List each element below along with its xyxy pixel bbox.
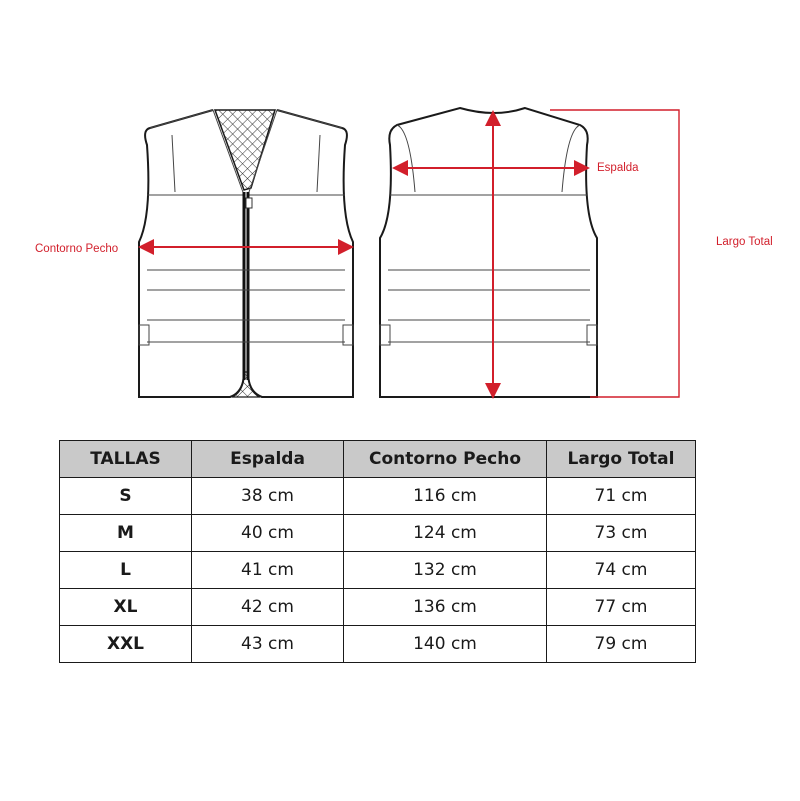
pecho-cell: 136 cm (344, 589, 547, 626)
table-row (60, 552, 696, 589)
table-row (60, 626, 696, 663)
size-cell: S (60, 478, 192, 515)
espalda-cell: 38 cm (192, 478, 344, 515)
espalda-cell: 42 cm (192, 589, 344, 626)
length-label: Largo Total (716, 236, 773, 248)
espalda-cell: 41 cm (192, 552, 344, 589)
vest-front (139, 110, 353, 397)
largo-cell: 77 cm (547, 589, 696, 626)
table-row (60, 515, 696, 552)
pecho-cell: 124 cm (344, 515, 547, 552)
size-table (59, 440, 696, 663)
espalda-cell: 43 cm (192, 626, 344, 663)
header-tallas: TALLAS (60, 441, 192, 478)
size-cell: XXL (60, 626, 192, 663)
largo-cell: 73 cm (547, 515, 696, 552)
length-bracket (550, 110, 679, 397)
header-espalda: Espalda (192, 441, 344, 478)
chest-label: Contorno Pecho (35, 243, 119, 255)
back-label: Espalda (597, 162, 639, 174)
vest-back (380, 108, 597, 397)
table-header-row (60, 441, 696, 478)
largo-cell: 74 cm (547, 552, 696, 589)
size-cell: L (60, 552, 192, 589)
table-row (60, 589, 696, 626)
largo-cell: 71 cm (547, 478, 696, 515)
header-contorno-pecho: Contorno Pecho (344, 441, 547, 478)
pecho-cell: 140 cm (344, 626, 547, 663)
header-largo-total: Largo Total (547, 441, 696, 478)
largo-cell: 79 cm (547, 626, 696, 663)
size-cell: XL (60, 589, 192, 626)
pecho-cell: 132 cm (344, 552, 547, 589)
pecho-cell: 116 cm (344, 478, 547, 515)
size-cell: M (60, 515, 192, 552)
espalda-cell: 40 cm (192, 515, 344, 552)
table-row (60, 478, 696, 515)
